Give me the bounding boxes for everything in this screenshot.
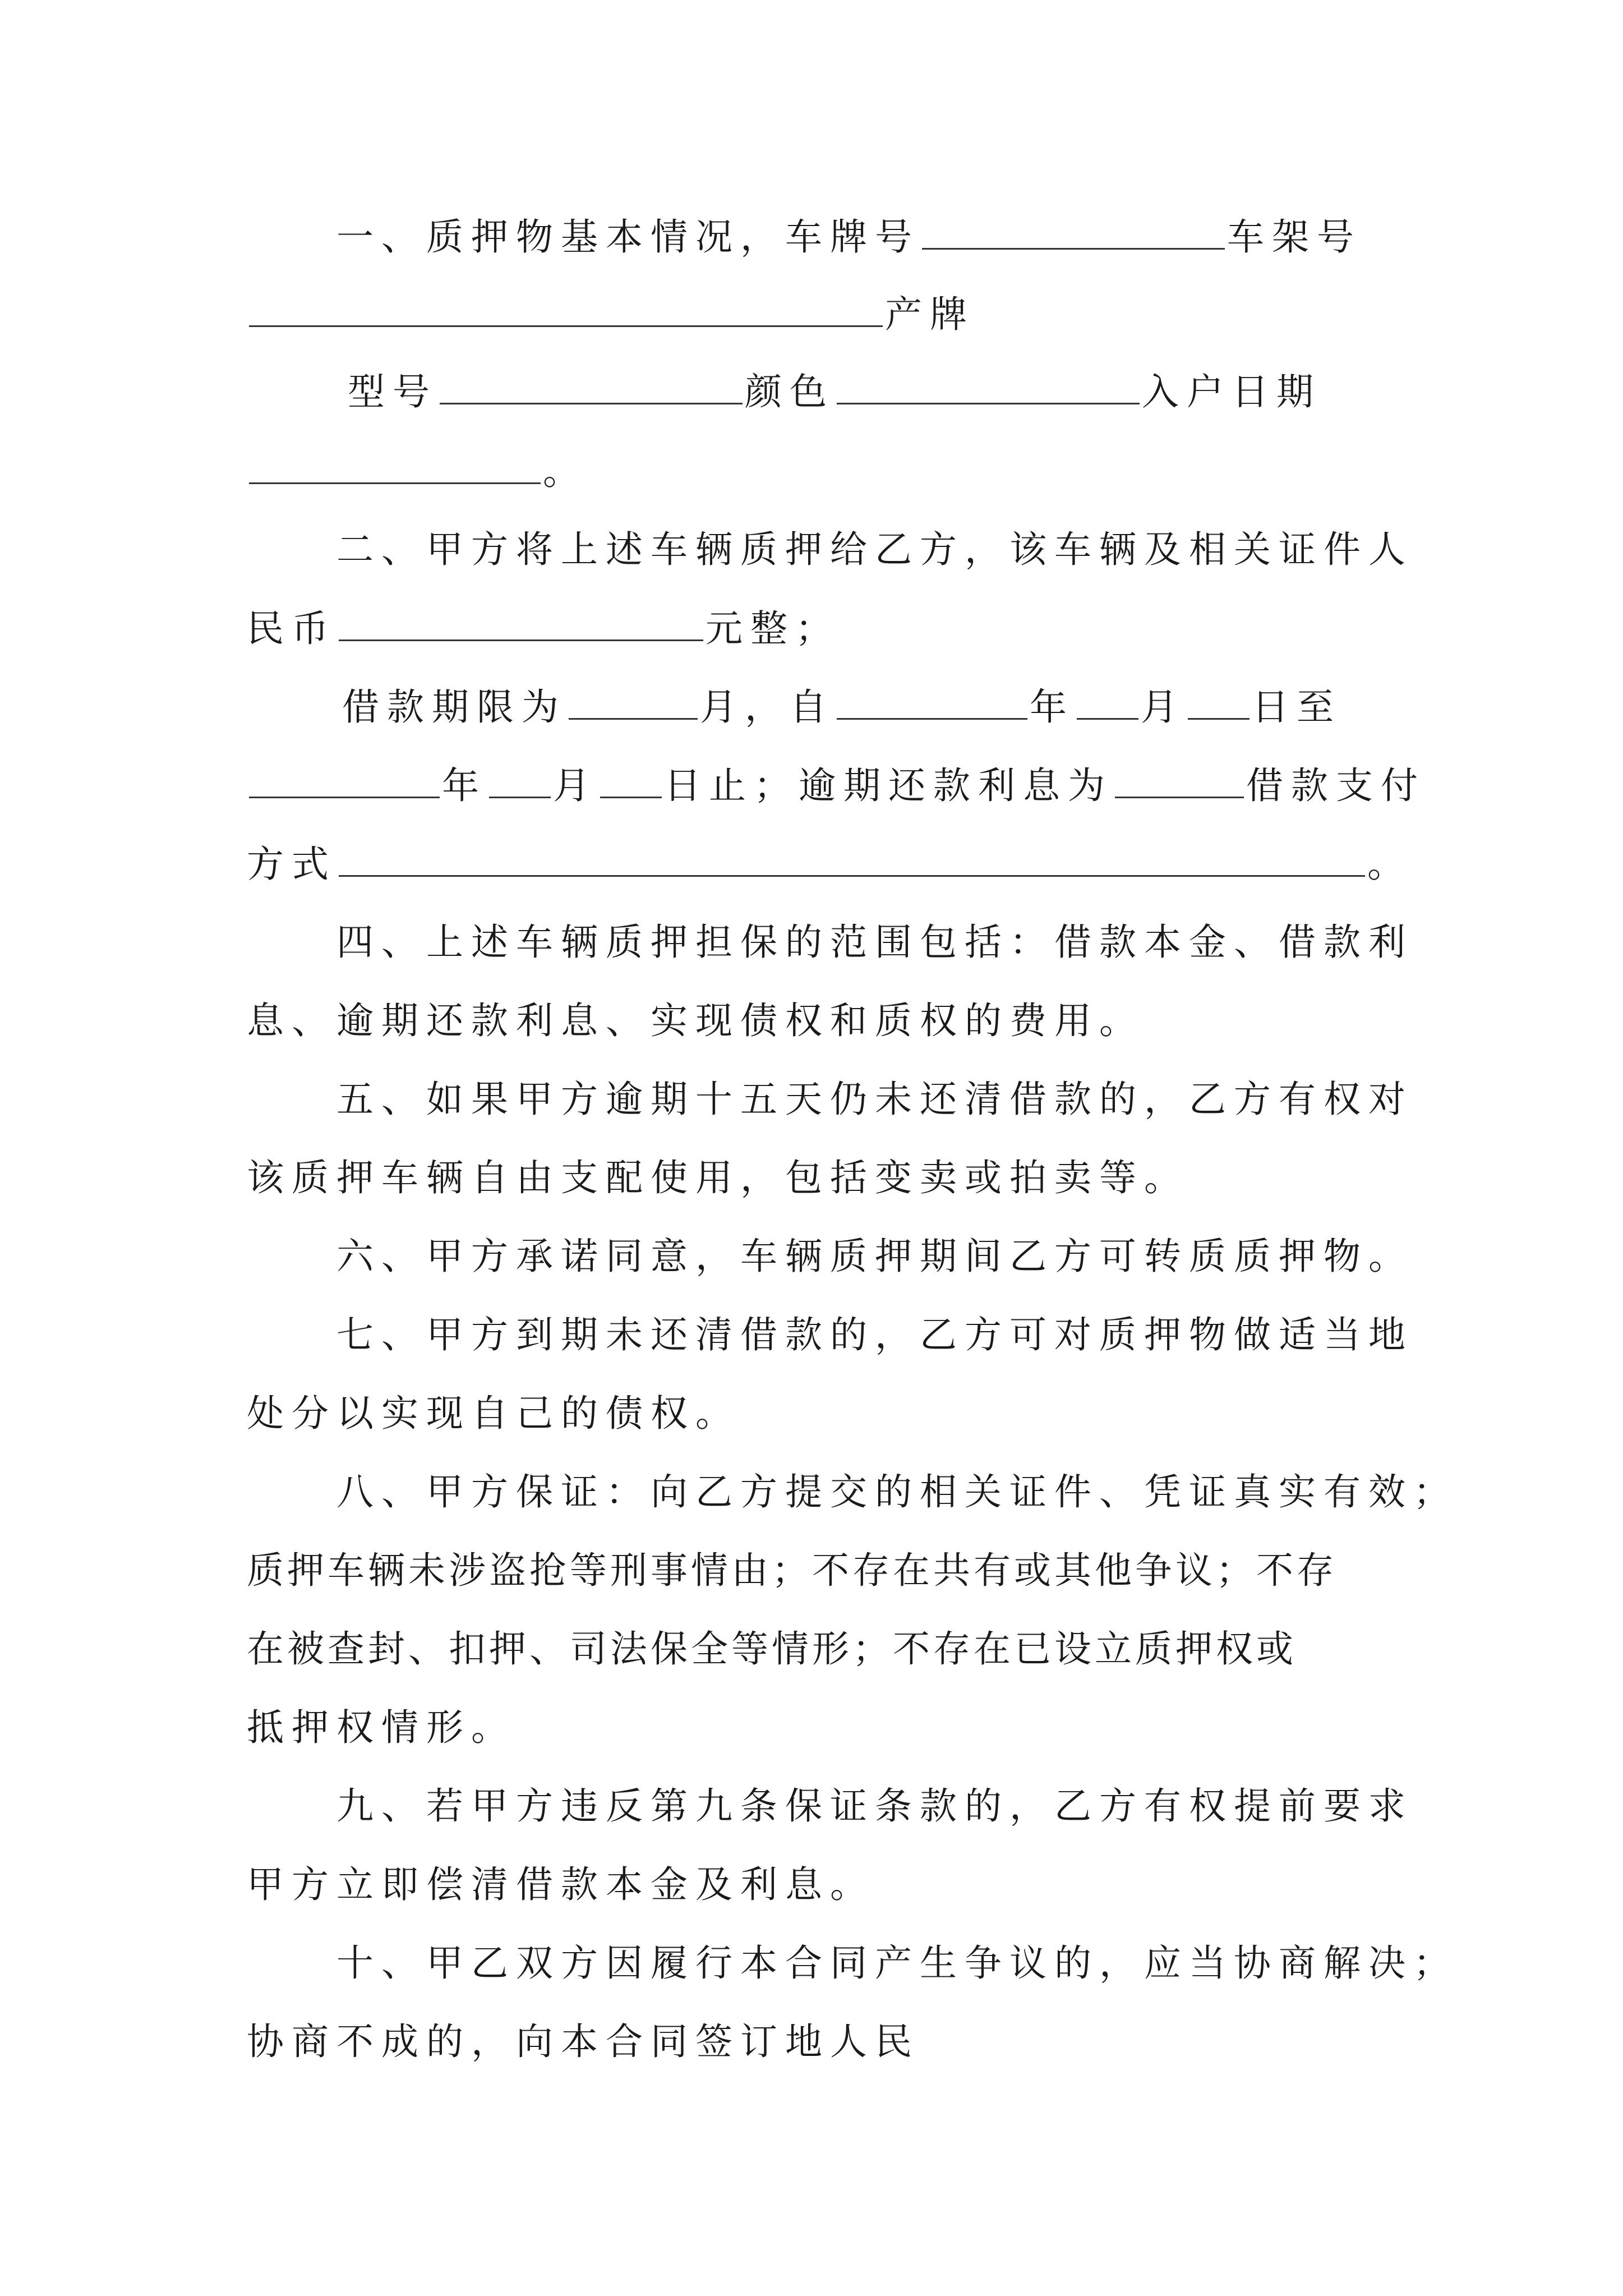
payment-method-blank [339,836,1365,877]
clause-6-line [336,1228,1469,1285]
frame-number-label: 车架号 [1227,215,1362,259]
month-label: 月 [1141,685,1186,729]
clause-10-line-2 [247,2014,1380,2070]
rmb-label: 民币 [247,607,336,650]
months-blank [569,679,698,720]
clause-8-line-4 [247,1700,1380,1756]
model-label: 型号 [348,370,437,413]
clause-7-text-cont: 处分以实现自己的债权。 [247,1392,740,1435]
clause-9-text: 九、若甲方违反第九条保证条款的，乙方有权提前要求 [336,1784,1413,1828]
registration-date-label: 入户日期 [1142,370,1321,413]
clause-8-text-cont-1: 质押车辆未涉盗抢等刑事情由；不存在共有或其他争议；不存 [247,1549,1337,1592]
brand-label: 产牌 [885,293,975,336]
method-label: 方式 [247,843,336,886]
amount-blank [339,600,703,641]
clause-8-line-3 [247,1621,1380,1677]
clause-9-line-1 [336,1778,1469,1834]
start-month-blank [1077,679,1138,720]
overdue-interest-blank [1115,757,1244,798]
color-blank [837,364,1140,404]
overdue-interest-label: 日止；逾期还款利息为 [664,764,1113,807]
clause-10-text-cont: 协商不成的，向本合同签订地人民 [247,2020,920,2063]
clause-4-text-cont: 息、逾期还款利息、实现债权和质权的费用。 [247,999,1144,1042]
clause-2-line-2 [247,600,1380,656]
clause-9-text-cont: 甲方立即偿清借款本金及利息。 [247,1863,875,1906]
clause-8-text-cont-2: 在被查封、扣押、司法保全等情形；不存在已设立质押权或 [247,1627,1297,1671]
registration-date-blank [249,443,541,484]
loan-term-line-2 [247,757,1426,813]
clause-2-line-1 [336,522,1469,578]
clause-4-text: 四、上述车辆质押担保的范围包括：借款本金、借款利 [336,921,1413,964]
clause-7-text: 七、甲方到期未还清借款的，乙方可对质押物做适当地 [336,1313,1413,1356]
clause-1-line-3 [348,364,1481,420]
clause-8-text: 八、甲方保证：向乙方提交的相关证件、凭证真实有效； [336,1470,1458,1513]
clause-7-line-2 [247,1386,1380,1442]
clause-1-line-2 [247,286,1380,342]
clause-5-text-cont: 该质押车辆自由支配使用，包括变卖或拍卖等。 [247,1156,1189,1199]
clause-10-line-1 [336,1935,1469,1991]
clause-2-text: 二、甲方将上述车辆质押给乙方，该车辆及相关证件人 [336,528,1413,571]
period: 。 [1367,843,1412,886]
end-month-blank [489,757,551,798]
end-day-blank [600,757,662,798]
loan-term-label: 借款期限为 [342,685,566,729]
clause-4-line-1 [336,914,1469,970]
clause-8-text-cont-3: 抵押权情形。 [247,1706,516,1749]
to-label: 日至 [1252,685,1341,729]
end-year-blank [249,757,440,798]
start-year-blank [837,679,1027,720]
payment-method-line [247,836,1412,892]
clause-5-text: 五、如果甲方逾期十五天仍未还清借款的，乙方有权对 [336,1078,1413,1121]
clause-8-line-1 [336,1464,1469,1520]
year-label: 年 [442,764,487,807]
year-label: 年 [1030,685,1075,729]
start-day-blank [1188,679,1249,720]
color-label: 颜色 [745,370,834,413]
period: 。 [543,450,588,493]
clause-9-line-2 [247,1857,1380,1913]
clause-4-line-2 [247,993,1380,1049]
clause-1-text: 一、质押物基本情况，车牌号 [336,215,920,259]
payment-method-label: 借款支付 [1246,764,1426,807]
plate-number-blank [922,209,1225,250]
clause-6-text: 六、甲方承诺同意，车辆质押期间乙方可转质质押物。 [336,1235,1413,1278]
model-blank [440,364,743,404]
clause-5-line-2 [247,1150,1380,1206]
clause-1-line-4 [247,443,1380,499]
clause-7-line-1 [336,1307,1469,1363]
clause-5-line-1 [336,1071,1469,1128]
clause-1-line-1 [336,209,1469,265]
from-label: 月，自 [700,685,834,729]
loan-term-line-1 [342,679,1475,735]
clause-8-line-2 [247,1543,1380,1599]
frame-number-blank [249,286,883,327]
clause-10-text: 十、甲乙双方因履行本合同产生争议的，应当协商解决； [336,1941,1458,1985]
yuan-label: 元整； [706,607,840,650]
month-label: 月 [553,764,598,807]
